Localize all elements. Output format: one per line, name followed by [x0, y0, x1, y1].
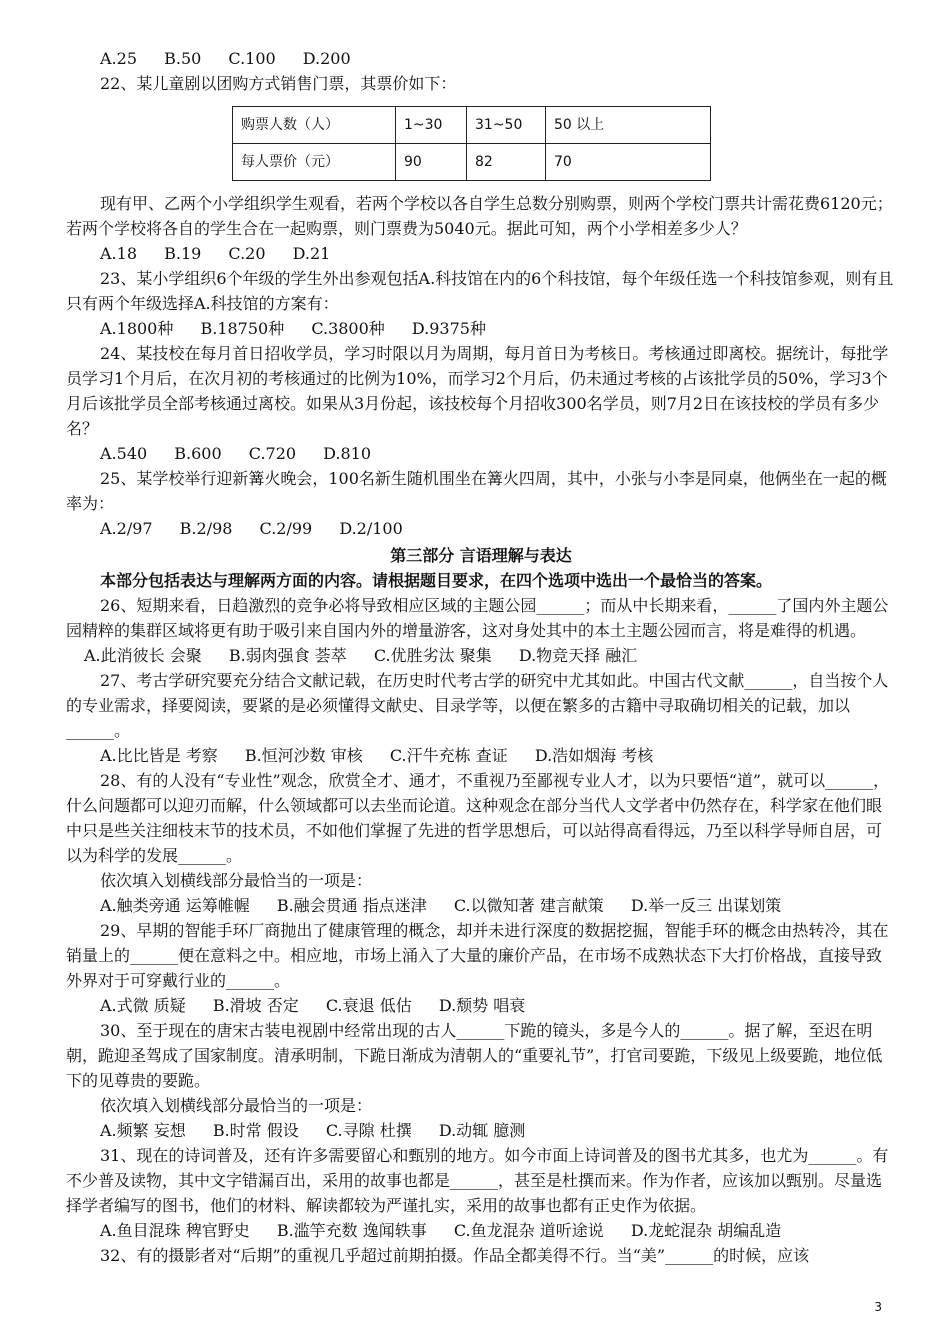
q28-text: 28、有的人没有“专业性”观念，欣赏全才、通才，不重视乃至鄙视专业人才，以为只要悟“道”，就可以______，什么问题都可以迎刃而解，什么领域都可以去坐而论道。这种观念在部分当代人文学者中仍然存在，科学家在他们眼中只是些关注细枝末节的技术员，不如他们掌握了先进的哲学思想后，可以站得高看得远，乃至以科学导师自居，可以为科学的发展______。 — [66, 771, 890, 865]
option: A.频繁 妄想 — [100, 1121, 186, 1140]
option: B.50 — [164, 49, 202, 68]
table-row — [233, 107, 711, 144]
table-cell: 每人票价（元） — [233, 144, 396, 181]
q26-options — [66, 643, 896, 668]
q27-options — [66, 743, 896, 768]
option: C.2/99 — [259, 519, 313, 538]
q29-text: 29、早期的智能手环厂商抛出了健康管理的概念，却并未进行深度的数据挖掘，智能手环的概念由热转冷，其在销量上的______便在意料之中。相应地，市场上涌入了大量的廉价产品，在市场不成熟状态下大打价格战，直接导致外界对于可穿戴行业的______。 — [66, 921, 889, 990]
option: B.19 — [164, 244, 202, 263]
option: B.600 — [174, 444, 222, 463]
q22-options — [66, 241, 896, 266]
ticket-price-table — [232, 106, 711, 181]
option: D.物竞天择 融汇 — [518, 646, 638, 665]
option: A.式微 质疑 — [100, 996, 186, 1015]
option: B.融会贯通 指点迷津 — [276, 896, 427, 915]
table-cell: 50 以上 — [546, 107, 711, 144]
option: D.200 — [302, 49, 351, 68]
table-cell: 90 — [396, 144, 467, 181]
option: D.21 — [292, 244, 331, 263]
q30-prompt: 依次填入划横线部分最恰当的一项是： — [100, 1096, 373, 1115]
option: A.2/97 — [100, 519, 153, 538]
table-cell: 82 — [467, 144, 546, 181]
q25-options — [66, 516, 896, 541]
option: A.25 — [100, 49, 137, 68]
option: D.2/100 — [339, 519, 403, 538]
option: D.颓势 唱衰 — [438, 996, 526, 1015]
q26-text: 26、短期来看，日趋激烈的竞争必将导致相应区域的主题公园______；而从中长期来看，______了国内外主题公园精粹的集群区域将更有助于吸引来自国内外的增量游客，这对身处其中的本土主题公园而言，将是难得的机遇。 — [66, 596, 889, 640]
table-cell: 31~50 — [467, 107, 546, 144]
table-row — [233, 144, 711, 181]
section-title: 第三部分 言语理解与表达 — [390, 546, 572, 565]
option: B.滥竽充数 逸闻轶事 — [276, 1221, 427, 1240]
q24-text: 24、某技校在每月首日招收学员，学习时限以月为周期，每月首日为考核日。考核通过即离校。据统计，每批学员学习1个月后，在次月初的考核通过的比例为10%，而学习2个月后，仍未通过考核的占该批学员的50%，学习3个月后该批学员全部考核通过离校。如果从3月份起，该技校每个月招收300名学员，则7月2日在该技校的学员有多少名？ — [66, 344, 889, 438]
q22-stem: 22、某儿童剧以团购方式销售门票，其票价如下： — [100, 74, 457, 93]
q23-options — [66, 316, 896, 341]
q30-text: 30、至于现在的唐宋古装电视剧中经常出现的古人______下跪的镜头，多是今人的______。据了解，至迟在明朝，跪迎圣驾成了国家制度。清承明制，下跪日渐成为清朝人的“重要礼节”，打官司要跪，下级见上级要跪，地位低下的见尊贵的要跪。 — [66, 1021, 883, 1090]
section-intro: 本部分包括表达与理解两方面的内容。请根据题目要求，在四个选项中选出一个最恰当的答案。 — [100, 571, 773, 590]
option: B.恒河沙数 审核 — [244, 746, 363, 765]
page-number: 3 — [874, 1300, 882, 1314]
option: D.浩如烟海 考核 — [534, 746, 654, 765]
table-cell: 购票人数（人） — [233, 107, 396, 144]
option: C.3800种 — [311, 319, 385, 338]
option: C.720 — [248, 444, 297, 463]
option: B.弱肉强食 荟萃 — [228, 646, 347, 665]
option: A.540 — [100, 444, 148, 463]
option: D.810 — [323, 444, 372, 463]
option: D.动辄 臆测 — [438, 1121, 526, 1140]
option: A.比比皆是 考察 — [100, 746, 218, 765]
q22-text: 现有甲、乙两个小学组织学生观看，若两个学校以各自学生总数分别购票，则两个学校门票共计需花费6120元；若两个学校将各自的学生合在一起购票，则门票费为5040元。据此可知，两个小学相差多少人？ — [66, 194, 893, 238]
option: C.优胜劣汰 聚集 — [373, 646, 492, 665]
table-cell: 70 — [546, 144, 711, 181]
option: B.滑坡 否定 — [212, 996, 299, 1015]
q28-prompt: 依次填入划横线部分最恰当的一项是： — [100, 871, 373, 890]
option: D.举一反三 出谋划策 — [630, 896, 782, 915]
q27-text: 27、考古学研究要充分结合文献记载，在历史时代考古学的研究中尤其如此。中国古代文献______，自当按个人的专业需求，择要阅读，要紧的是必须懂得文献史、目录学等，以便在繁多的古籍中寻取确切相关的记载，加以______。 — [66, 671, 889, 740]
q25-text: 25、某学校举行迎新篝火晚会，100名新生随机围坐在篝火四周，其中，小张与小李是同桌，他俩坐在一起的概率为： — [66, 469, 887, 513]
q32-text: 32、有的摄影者对“后期”的重视几乎超过前期拍摄。作品全都美得不行。当“美”______的时候，应该 — [100, 1246, 810, 1265]
option: C.以微知著 建言献策 — [453, 896, 604, 915]
q21-options — [66, 46, 896, 71]
q29-options — [66, 993, 896, 1018]
q31-options — [66, 1218, 896, 1243]
option: A.18 — [100, 244, 137, 263]
q24-options — [66, 441, 896, 466]
option: D.9375种 — [411, 319, 486, 338]
q30-options — [66, 1118, 896, 1143]
option: C.寻隙 杜撰 — [325, 1121, 412, 1140]
q31-text: 31、现在的诗词普及，还有许多需要留心和甄别的地方。如今市面上诗词普及的图书尤其多，也尤为______。有不少普及读物，其中文字错漏百出，采用的故事也都是______，甚至是杜撰而来。作为作者，应该加以甄别。尽量选择学者编写的图书，他们的材料、解读都较为严谨扎实，采用的故事也都有正史作为依据。 — [66, 1146, 889, 1215]
option: C.100 — [228, 49, 276, 68]
option: B.18750种 — [200, 319, 285, 338]
option: C.汗牛充栋 查证 — [389, 746, 508, 765]
option: C.衰退 低估 — [325, 996, 412, 1015]
table-cell: 1~30 — [396, 107, 467, 144]
option: C.20 — [228, 244, 266, 263]
q28-options — [66, 893, 896, 918]
option: C.鱼龙混杂 道听途说 — [453, 1221, 604, 1240]
option: A.鱼目混珠 稗官野史 — [100, 1221, 250, 1240]
q23-text: 23、某小学组织6个年级的学生外出参观包括A.科技馆在内的6个科技馆，每个年级任选一个科技馆参观，则有且只有两个年级选择A.科技馆的方案有： — [66, 269, 894, 313]
option: B.2/98 — [179, 519, 233, 538]
option: A.1800种 — [100, 319, 174, 338]
option: A.触类旁通 运筹帷幄 — [100, 896, 250, 915]
exam-page — [66, 46, 896, 1268]
option: B.时常 假设 — [212, 1121, 299, 1140]
option: D.龙蛇混杂 胡编乱造 — [630, 1221, 782, 1240]
option: A.此消彼长 会聚 — [84, 646, 202, 665]
